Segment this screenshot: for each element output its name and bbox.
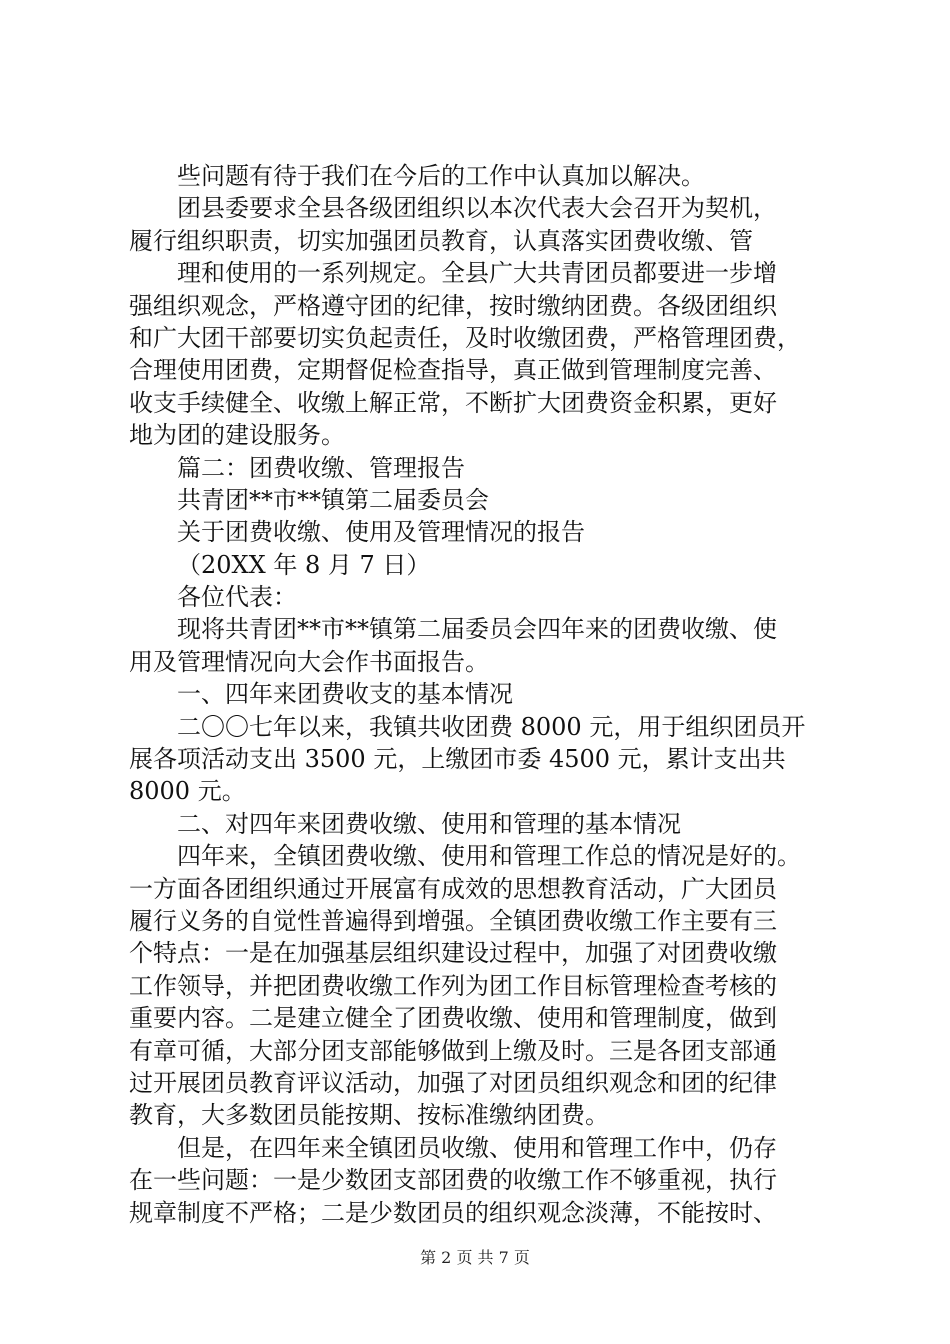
text-line: 用及管理情况向大会作书面报告。 bbox=[129, 647, 489, 676]
text-line: 强组织观念，严格遵守团的纪律，按时缴纳团费。各级团组织 bbox=[129, 291, 777, 320]
text-line: 有章可循，大部分团支部能够做到上缴及时。三是各团支部通 bbox=[129, 1036, 777, 1065]
text-line: 工作领导，并把团费收缴工作列为团工作目标管理检查考核的 bbox=[129, 971, 777, 1000]
text-line: 教育，大多数团员能按期、按标准缴纳团费。 bbox=[129, 1101, 609, 1130]
text-line: 过开展团员教育评议活动，加强了对团员组织观念和团的纪律 bbox=[129, 1068, 777, 1097]
text-line: 二〇〇七年以来，我镇共收团费 8000 元，用于组织团员开 bbox=[177, 712, 806, 741]
text-line: 个特点：一是在加强基层组织建设过程中，加强了对团费收缴 bbox=[129, 939, 777, 968]
text-line: 共青团**市**镇第二届委员会 bbox=[177, 485, 489, 514]
text-line: 履行义务的自觉性普遍得到增强。全镇团费收缴工作主要有三 bbox=[129, 906, 777, 935]
text-line: 四年来，全镇团费收缴、使用和管理工作总的情况是好的。 bbox=[177, 842, 801, 871]
text-line: 地为团的建设服务。 bbox=[129, 421, 345, 450]
text-line: （20XX 年 8 月 7 日） bbox=[177, 550, 431, 579]
text-line: 篇二：团费收缴、管理报告 bbox=[177, 453, 465, 482]
text-line: 合理使用团费，定期督促检查指导，真正做到管理制度完善、 bbox=[129, 356, 777, 385]
text-line: 一方面各团组织通过开展富有成效的思想教育活动，广大团员 bbox=[129, 874, 777, 903]
text-line: 各位代表： bbox=[177, 583, 297, 612]
text-line: 在一些问题：一是少数团支部团费的收缴工作不够重视，执行 bbox=[129, 1166, 777, 1195]
text-line: 规章制度不严格；二是少数团员的组织观念淡薄，不能按时、 bbox=[129, 1198, 777, 1227]
document-body bbox=[129, 160, 849, 1229]
text-line: 团县委要求全县各级团组织以本次代表大会召开为契机， bbox=[177, 194, 777, 223]
text-line: 8000 元。 bbox=[129, 777, 246, 806]
text-line: 些问题有待于我们在今后的工作中认真加以解决。 bbox=[177, 162, 705, 190]
text-line: 履行组织职责，切实加强团员教育，认真落实团费收缴、管 bbox=[129, 226, 753, 255]
text-line: 和广大团干部要切实负起责任，及时收缴团费，严格管理团费， bbox=[129, 323, 801, 352]
text-line: 理和使用的一系列规定。全县广大共青团员都要进一步增 bbox=[177, 259, 777, 288]
text-line: 重要内容。二是建立健全了团费收缴、使用和管理制度，做到 bbox=[129, 1004, 777, 1033]
text-line: 关于团费收缴、使用及管理情况的报告 bbox=[177, 518, 585, 547]
text-line: 二、对四年来团费收缴、使用和管理的基本情况 bbox=[177, 809, 681, 838]
page-footer: 第 2 页 共 7 页 bbox=[420, 1248, 530, 1267]
text-line: 一、四年来团费收支的基本情况 bbox=[177, 680, 513, 709]
text-line: 现将共青团**市**镇第二届委员会四年来的团费收缴、使 bbox=[177, 615, 777, 644]
text-line: 但是，在四年来全镇团员收缴、使用和管理工作中，仍存 bbox=[177, 1133, 777, 1162]
text-line: 展各项活动支出 3500 元，上缴团市委 4500 元，累计支出共 bbox=[129, 745, 786, 774]
text-line: 收支手续健全、收缴上解正常，不断扩大团费资金积累，更好 bbox=[129, 388, 777, 417]
